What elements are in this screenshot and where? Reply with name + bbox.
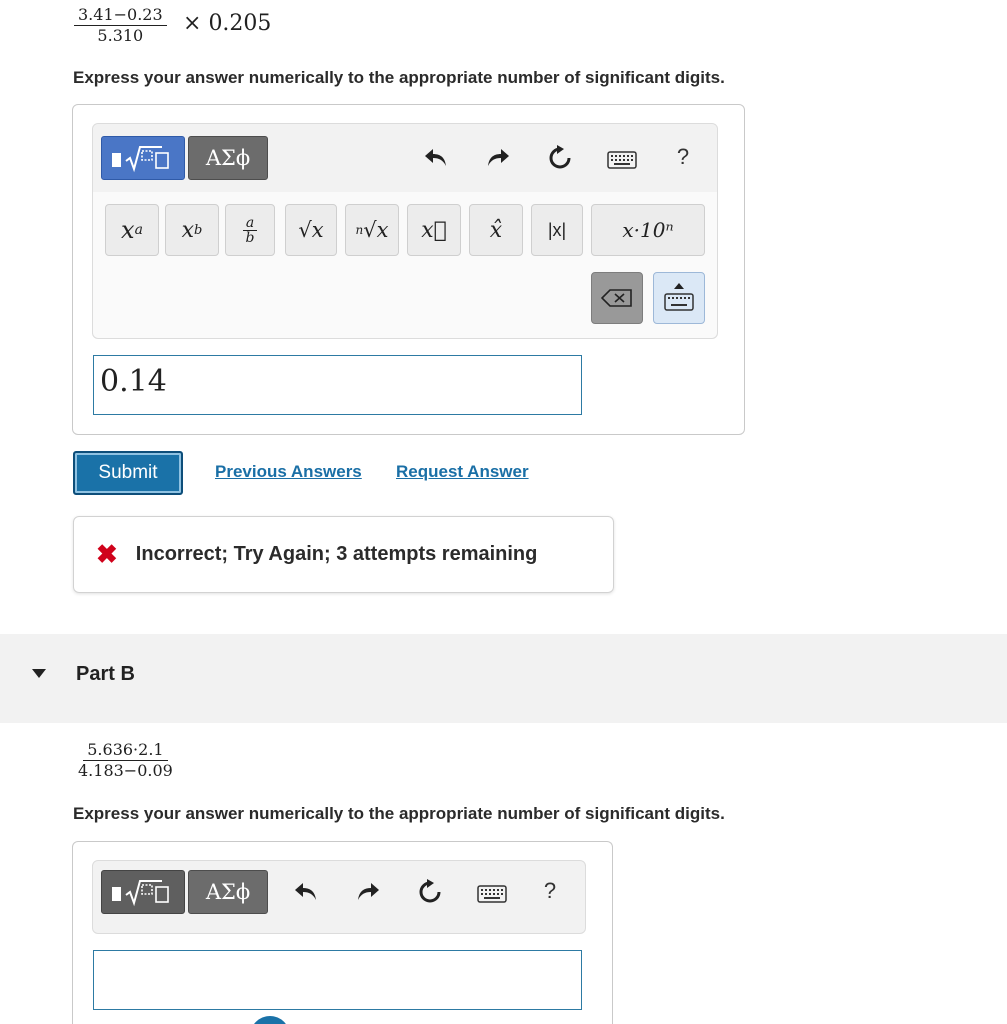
answer-input[interactable] [93,355,582,415]
part-b-answer-card [72,841,613,1024]
scientific-notation-key[interactable]: x·10ⁿ [591,204,705,256]
keyboard-icon [607,150,637,170]
reset-button[interactable] [543,141,577,175]
part-a-instruction: Express your answer numerically to the appropriate number of significant digits. [73,68,725,87]
redo-button[interactable] [481,141,515,175]
undo-icon [424,147,448,169]
part-b-expression-fraction [74,741,177,780]
help-button[interactable]: ? [676,144,690,169]
part-a-expression-fraction [74,6,167,45]
factor-value: 0.205 [208,11,272,36]
undo-icon [294,881,318,903]
keyboard-shortcuts-button[interactable] [475,877,509,911]
reset-button[interactable] [413,875,447,909]
part-a-expression-factor [183,11,271,36]
times-operator: × [183,11,202,36]
part-b-header[interactable] [0,634,1007,723]
fraction-denominator: 4.183−0.09 [78,761,173,780]
unit-vector-key[interactable]: x̂ [469,204,523,256]
subscript-key[interactable]: x b [165,204,219,256]
templates-button[interactable] [101,870,185,914]
greek-symbols-button[interactable]: ΑΣϕ [188,870,268,914]
part-b-title: Part B [76,663,135,685]
math-toolbar [92,123,718,339]
fraction-denominator: 5.310 [97,26,144,45]
redo-icon [486,147,510,169]
templates-icon [110,143,176,173]
part-a-answer-card [72,104,745,435]
fraction-key[interactable]: a b [225,204,275,256]
superscript-key[interactable]: x a [105,204,159,256]
fraction-numerator: 5.636·2.1 [83,741,167,761]
request-answer-link[interactable]: Request Answer [396,462,529,481]
templates-button[interactable] [101,136,185,180]
incorrect-icon: ✖ [96,539,118,569]
help-button[interactable]: ? [543,878,557,903]
math-toolbar [92,860,586,934]
backspace-button[interactable] [591,272,643,324]
feedback-text: Incorrect; Try Again; 3 attempts remaining [135,543,538,565]
collapse-caret-icon[interactable] [32,669,46,678]
answer-input[interactable] [93,950,582,1010]
feedback-message [73,516,614,593]
square-root-key[interactable]: √x [285,204,337,256]
undo-button[interactable] [419,141,453,175]
nth-root-key[interactable]: n √x [345,204,399,256]
submit-button[interactable]: Submit [73,451,183,495]
previous-answers-link[interactable]: Previous Answers [215,462,362,481]
reset-icon [547,145,573,171]
absolute-value-key[interactable]: |x| [531,204,583,256]
backspace-icon [601,288,633,308]
greek-symbols-button[interactable]: ΑΣϕ [188,136,268,180]
reset-icon [417,879,443,905]
undo-button[interactable] [289,875,323,909]
keyboard-collapse-icon [664,281,694,315]
fraction-numerator: 3.41−0.23 [74,6,167,26]
templates-icon [110,877,176,907]
vector-key[interactable]: x⃗ [407,204,461,256]
answer-input-value: 0.14 [100,364,167,399]
redo-icon [356,881,380,903]
keyboard-icon [477,884,507,904]
part-b-instruction: Express your answer numerically to the appropriate number of significant digits. [73,804,725,823]
redo-button[interactable] [351,875,385,909]
keyboard-shortcuts-button[interactable] [605,143,639,177]
toggle-keypad-button[interactable] [653,272,705,324]
